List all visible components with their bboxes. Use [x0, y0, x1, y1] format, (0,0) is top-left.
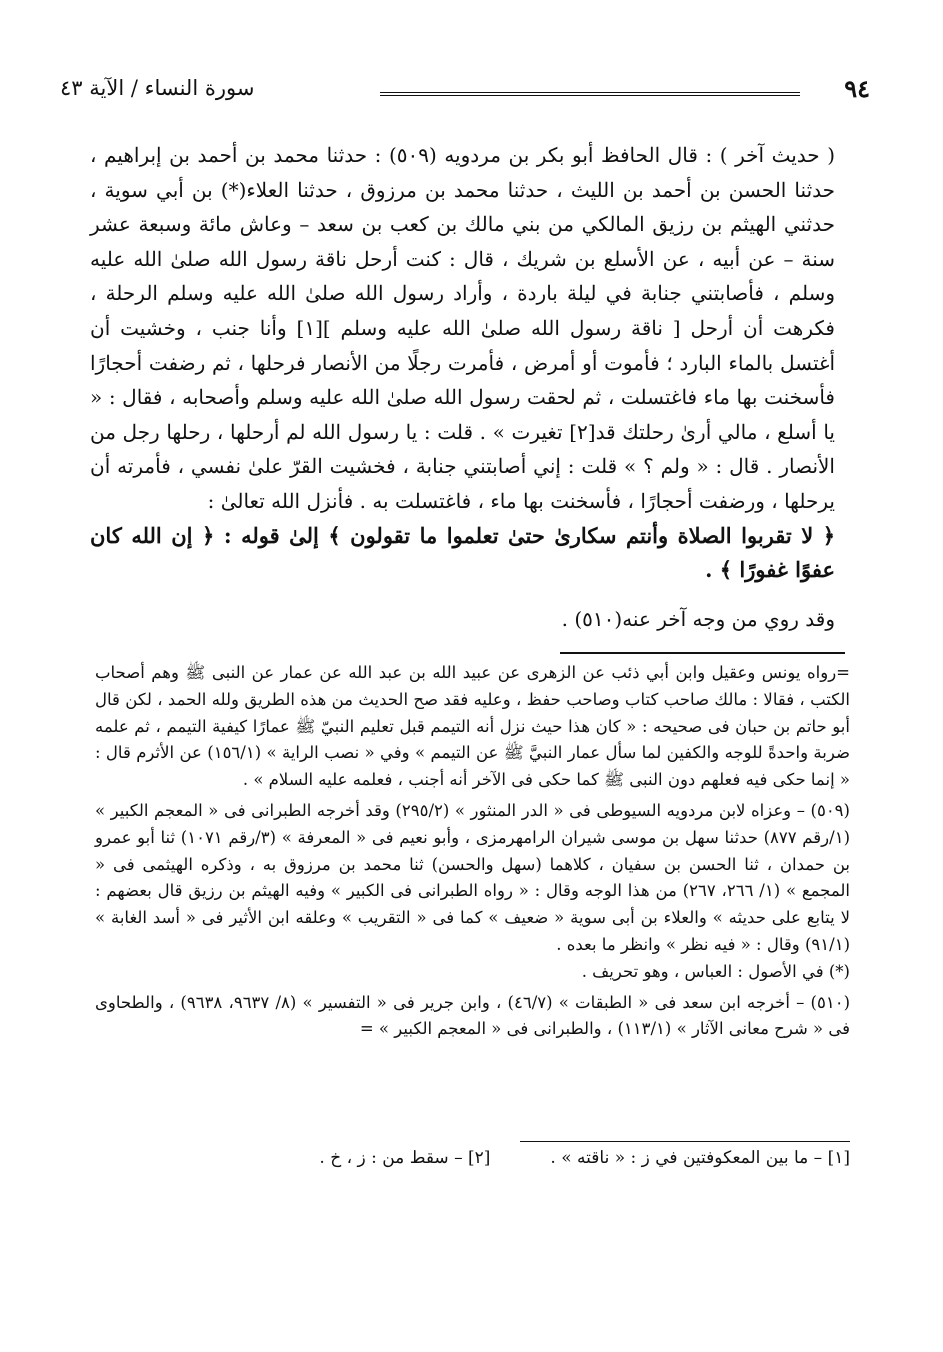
- quran-verse: ﴿ لا تقربوا الصلاة وأنتم سكارىٰ حتىٰ تعلموا ما تقولون ﴾ إلىٰ قوله : ﴿ إن الله كان عفوًا غفورًا ﴾ .: [90, 522, 835, 583]
- hadith-paragraph: ( حديث آخر ) : قال الحافظ أبو بكر بن مردويه (٥٠٩) : حدثنا محمد بن أحمد بن إبراهيم ، حدثنا الحسن بن أحمد بن الليث ، حدثنا محمد بن مرزوق ، حدثنا العلاء(*) بن أبي سوية ، حدثني الهيثم بن رزيق المالكي من بني مالك بن كعب بن سعد – وعاش مائة وسبعة عشر سنة – عن أبيه ، عن الأسلع بن شريك ، قال : كنت أرحل ناقة رسول الله صلىٰ الله عليه وسلم ، فأصابتني جنابة في ليلة باردة ، وأراد رسول الله صلىٰ الله عليه وسلم الرحلة ، فكرهت أن أرحل [ ناقة رسول الله صلىٰ الله عليه وسلم ][١] وأنا جنب ، وخشيت أن أغتسل بالماء البارد ؛ فأموت أو أمرض ، فأمرت رجلًا من الأنصار فرحلها ، ثم رضفت أحجارًا فأسخنت بها ماء فاغتسلت ، ثم لحقت رسول الله صلىٰ الله عليه وسلم وأصحابه ، فقال : « يا أسلع ، مالي أرىٰ رحلتك قد[٢] تغيرت » . قلت : يا رسول الله لم أرحلها ، رحلها رجل من الأنصار . قال : « ولم ؟ » قلت : إني أصابتني جنابة ، فخشيت القرّ علىٰ نفسي ، فأمرته أن يرحلها ، ورضفت أحجارًا ، فأسخنت بها ماء ، فاغتسلت به . فأنزل الله تعالىٰ :: [90, 143, 836, 513]
- textual-variants: [190, 1148, 850, 1168]
- footnote-star: (*) في الأصول : العباس ، وهو تحريف .: [581, 961, 850, 981]
- header-rule: [380, 92, 800, 98]
- footnote-separator: [560, 652, 845, 654]
- page-header: [60, 70, 870, 110]
- running-title: سورة النساء / الآية ٤٣: [60, 76, 255, 100]
- page-number: ٩٤: [844, 74, 870, 103]
- footnote-continued: =رواه يونس وعقيل وابن أبي ذئب عن الزهرى عن عبيد الله بن عبد الله عن عمار عن النبى ﷺ وهم أصحاب الكتب ، فقالا : مالك صاحب كتاب وصاحب حفظ ، وعليه فقد صح الحديث من هذه الطريق ولله الحمد ، لكن قال أبو حاتم بن حبان فى صحيحه : « كان هذا حيث نزل أنه التيمم قبل تعليم النبيّ ﷺ عمارًا كيفية التيمم ، ثم علمه ضربة واحدةً للوجه والكفين لما سأل عمار النبيَّ ﷺ عن التيمم » وفي « نصب الراية » (١٥٦/١) عن الأثرم قال : « إنما حكى فيه فعلهم دون النبى ﷺ كما حكى فى الآخر أنه أجنب ، فعلمه عليه السلام » .: [95, 663, 850, 790]
- footnote-510: (٥١٠) – أخرجه ابن سعد فى « الطبقات » (٤٦/٧) ، وابن جرير فى « التفسير » (٨/ ٩٦٣٧، ٩٦٣٨) ، والطحاوى فى « شرح معانى الآثار » (١١٣/١) ، والطبرانى فى « المعجم الكبير » =: [95, 992, 851, 1039]
- variant-note-2: [٢] – سقط من : ز ، خ .: [319, 1148, 491, 1168]
- footnote-509: (٥٠٩) – وعزاه لابن مردويه السيوطى فى « الدر المنثور » (٢٩٥/٢) وقد أخرجه الطبرانى فى « المعجم الكبير » (١/رقم ٨٧٧) حدثنا سهل بن موسى شيران الرامهرمزى ، وأبو نعيم فى « المعرفة » (٣/رقم ١٠٧١) ثنا أبو عمرو بن حمدان ، ثنا الحسن بن سفيان ، كلاهما (سهل والحسن) ثنا محمد بن مرزوق به ، وذكره الهيثمى فى « المجمع » (١/ ٢٦٦، ٢٦٧) من هذا الوجه وقال : « رواه الطبرانى فى الكبير » وفيه الهيثم بن رزيق قال بعضهم : لا يتابع على حديثه » والعلاء بن أبى سوية « ضعيف » كما فى « التقريب » وعلقه ابن الأثير فى « أسد الغابة » (٩١/١) وقال : « فيه نظر » وانظر ما بعده .: [95, 800, 850, 954]
- variant-note-1: [١] – ما بين المعكوفتين في ز : « ناقته » .: [550, 1148, 850, 1168]
- variants-separator: [520, 1141, 850, 1142]
- continuation-line: وقد روي من وجه آخر عنه(٥١٠) .: [561, 606, 835, 631]
- footnotes: [95, 660, 850, 1043]
- main-text: [90, 138, 835, 636]
